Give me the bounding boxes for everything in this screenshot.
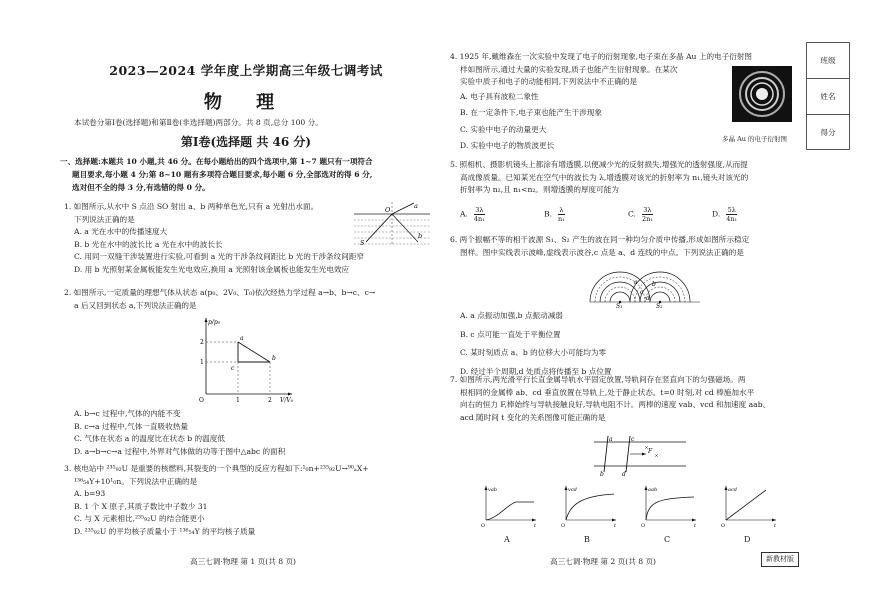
fig-label: b [652,281,656,288]
fig-label: c [640,289,644,296]
origin-label: O [481,523,486,529]
right-column [450,0,790,599]
q1-option-d: D. 用 b 光照射某金属板能发生光电效应,换用 a 光照射该金属板也能发生光电效应 [74,264,350,274]
fig-label: S₂ [656,303,663,310]
q6-stem-line: 图样。图中实线表示波峰,虚线表示波谷,c 点是 a、d 连线的中点。下列说法正确的是 [460,247,744,257]
q7-stem-line: acd 随时间 t 变化的关系图像可能正确的是 [460,412,606,422]
point-label: b [272,355,276,362]
axis-label: t [774,523,777,529]
q1-water-figure [352,200,432,248]
q7-option-label-c: C [664,535,671,544]
fig-label: d [646,295,650,302]
q4-caption: 多晶 Au 的电子衍射图 [722,135,788,143]
fig-label: d [622,471,626,478]
q3-option-c: C. 与 X 元素相比,²³⁵₉₂U 的结合能更小 [74,514,205,523]
q4-stem-line: 样如图所示,通过大量的实验发现,质子也能产生衍射现象。在某次 [460,64,678,74]
instruction-line: 一、选择题:本题共 10 小题,共 46 分。在每小题给出的四个选项中,第 1~7 题只有一项符合 [60,157,373,166]
q7-rails-figure [590,432,690,476]
q3-option-d: D. ²³⁵₉₂U 的平均核子质量小于 ¹³⁶₅₄Y 的平均核子质量 [74,526,256,536]
q4-stem-line: 4. 1925 年,戴维森在一次实验中发现了电子的衍射现象,电子束在多晶 Au 上的电子衍射图 [450,52,753,61]
q7-graph-c [640,484,700,528]
point-label: c [231,365,235,372]
part1-title: 第Ⅰ卷(选择题 共 46 分) [180,135,312,149]
name-field: 姓名 [807,79,849,115]
q4-option-a: A. 电子具有波粒二象性 [460,91,539,101]
instruction-line: 选对但不全的得 3 分,有选错的得 0 分。 [72,183,210,192]
q2-option-a: A. b→c 过程中,气体的内能不变 [74,409,181,418]
exam-note: 本试卷分第Ⅰ卷(选择题)和第Ⅱ卷(非选择题)两部分。共 8 页,总分 100 分。 [74,118,323,127]
q2-option-b: B. c→a 过程中,气体一直吸收热量 [74,421,188,431]
axis-label: vab [488,487,498,493]
question-1 [64,201,365,276]
origin-label: O [561,523,566,529]
q1-option-a: A. a 光在水中的传播速度大 [74,227,168,236]
fraction-num: 5λ [727,206,736,214]
q4-option-b: B. 在一定条件下,电子束也能产生干涉现象 [460,108,602,117]
score-field: 得分 [820,128,836,137]
fig-label: b [418,232,423,240]
q1-option-b: B. b 光在水中的波长比 a 光在水中的波长长 [74,239,223,249]
fraction-num: 3λ [643,206,652,214]
q6-option-c: C. 某时刻质点 a、b 的位移大小可能均为零 [460,348,607,357]
q5-option-c [628,206,653,223]
q7-graph-d [720,484,780,528]
axis-label: V/V₀ [280,397,294,404]
q4-stem-line: 实验中质子和电子的动能相同,下列说法中不正确的是 [460,77,638,86]
q2-stem-line: a 后又回到状态 a,下列说法正确的是 [74,300,197,310]
q6-option-a: A. a 点振动加强,b 点振动减弱 [460,311,563,320]
q6-options [460,307,800,378]
q3-option-b: B. 1 个 X 原子,其质子数比中子数少 31 [74,501,208,511]
option-label: C. [628,209,636,219]
fraction-den: n₁ [558,215,565,223]
tick-label: 2 [268,397,272,404]
option-label: A. [460,209,468,219]
fraction-num: λ [559,206,564,214]
q1-stem-line: 1. 如图所示,从水中 S 点沿 SO 射出 a、b 两种单色光,只有 a 光射出水面。 [64,202,319,211]
tick-label: 1 [200,359,204,366]
q4-option-d: D. 实验中电子的物质波更长 [460,141,555,150]
axis-label: t [694,523,697,529]
fig-label: S₁ [616,303,623,310]
side-info-box [806,42,850,150]
q6-option-b: B. c 点可能一直处于平衡位置 [460,329,561,339]
page-footer-right: 高三七调·物理 第 2 页(共 8 页) [550,557,657,566]
q5-option-a [460,206,485,223]
q1-stem-line: 下列说法正确的是 [74,214,135,224]
fig-label: c [631,436,635,443]
q1-option-c: C. 用同一双缝干涉装置进行实验,可看到 a 光的干涉条纹间距比 b 光的干涉条纹间距窄 [74,252,365,261]
fig-label: a [634,279,638,286]
edition-badge: 新教材版 [761,552,799,567]
axis-label: p/p₀ [208,319,221,326]
q2-options [74,408,434,458]
origin-label: O [199,397,204,404]
question-5 [450,159,800,197]
q5-option-b [544,206,565,223]
q5-stem-line: 高成像质量。已知某光在空气中的波长为 λ,增透膜对该光的折射率为 n₁,镜头对该光的 [460,172,749,182]
q7-stem-line: 根相同的金属棒 ab、cd 垂直放置在导轨上,处于静止状态。t=0 时刻,对 cd 棒施加水平 [460,387,755,397]
tick-label: 1 [236,397,240,404]
fig-label: a [609,436,613,443]
q5-stem-line: 5. 照相机、摄影机镜头上都涂有增透膜,以便减少光的反射损失,增强光的透射强度,从而提 [450,160,748,169]
q4-diffraction-image [732,66,792,122]
q7-option-label-b: B [584,535,590,544]
fig-label: b [600,471,604,478]
q2-option-c: C. 气体在状态 a 的温度比在状态 b 的温度低 [74,434,225,443]
left-column [60,0,432,599]
axis-label: aab [648,487,658,493]
point-label: a [240,335,244,342]
class-field: 班级 [807,43,849,79]
fraction-den: 2n₁ [641,215,653,223]
fig-label: S [360,239,365,247]
question-7 [450,374,800,424]
option-label: D. [712,209,721,219]
question-3 [64,463,434,538]
q6-option-d: D. 经过半个周期,d 处质点将传播至 b 点位置 [460,366,612,376]
q4-option-c: C. 实验中电子的动量更大 [460,124,547,134]
fraction-den: 4n₁ [473,215,485,223]
question-2 [64,287,434,312]
q3-option-a: A. b=93 [74,489,106,498]
origin-label: O [721,523,726,529]
q7-option-label-a: A [504,535,510,544]
fraction-num: 3λ [475,206,484,214]
q2-option-d: D. a→b→c→a 过程中,外界对气体做的功等于图中△abc 的面积 [74,446,286,456]
option-label: B. [544,209,552,219]
q2-pv-graph [196,314,296,404]
subject-title: 物 理 [203,92,289,113]
q7-graph-a [480,484,540,528]
fig-label: F [648,448,653,455]
page-footer-left: 高三七调·物理 第 1 页(共 8 页) [190,557,297,566]
question-6 [450,234,800,259]
q5-option-d [712,206,737,223]
instruction-line: 题目要求,每小题 4 分;第 8~10 题有多项符合题目要求,每小题 6 分,全部选对的得 6 分, [72,170,373,179]
q6-stem-line: 6. 两个振幅不等的相干波源 S₁、S₂ 产生的波在同一种均匀介质中传播,形成如图所示稳定 [450,235,750,244]
q7-stem-line: 向右的恒力 F,棒始终与导轨接触良好,导轨电阻不计。两棒的速度 vab、vcd 和加速度 aab、 [460,400,771,409]
q3-stem-line: ¹³⁶₅₄Y+10¹₀n。下列说法中正确的是 [74,476,198,486]
axis-label: acd [728,487,737,493]
fraction-den: 4n₁ [726,215,738,223]
q5-stem-line: 折射率为 n₂,且 n₁<n₂。则增透膜的厚度可能为 [460,185,619,194]
axis-label: t [614,523,617,529]
axis-label: vcd [568,487,577,493]
fig-label: a [414,202,418,210]
tick-label: 2 [200,339,204,346]
q6-interference-figure [590,262,710,308]
axis-label: t [534,523,537,529]
q7-option-label-d: D [744,535,751,544]
q2-stem-line: 2. 如图所示,一定质量的理想气体从状态 a(p₀、2V₀、T₀)依次经热力学过程 a→b、b→c、c→ [64,288,376,297]
q7-stem-line: 7. 如图所示,两光滑平行长直金属导轨水平固定放置,导轨间存在竖直向下的匀强磁场。两 [450,375,746,384]
exam-title: 2023—2024 学年度上学期高三年级七调考试 [109,63,383,78]
fig-label: O [385,206,391,214]
q7-graph-b [560,484,620,528]
q3-stem-line: 3. 核电站中 ²³⁵₉₂U 是重要的核燃料,其裂变的一个典型的反应方程如下:¹₀n+²³⁵₉₂U→⁹⁰ₐX+ [64,464,369,473]
origin-label: O [641,523,646,529]
